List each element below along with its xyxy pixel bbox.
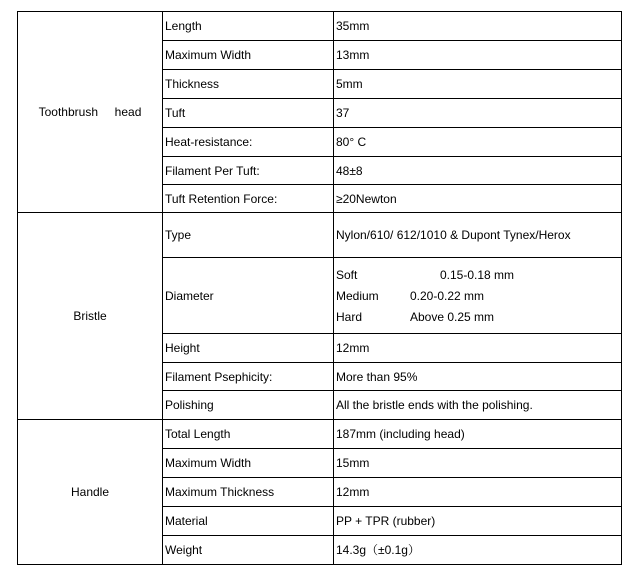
diameter-grid bbox=[336, 264, 619, 328]
prop-value: 35mm bbox=[334, 12, 622, 41]
prop-label: Filament Psephicity: bbox=[163, 363, 334, 391]
prop-value: 5mm bbox=[334, 70, 622, 99]
prop-value: 12mm bbox=[334, 334, 622, 363]
group-handle: Handle bbox=[18, 420, 163, 565]
group-toothbrush-head: Toothbrush head bbox=[18, 12, 163, 213]
diameter-range: 0.15-0.18 mm bbox=[440, 267, 515, 282]
prop-label: Diameter bbox=[163, 258, 334, 334]
prop-value: 48±8 bbox=[334, 157, 622, 185]
prop-label: Weight bbox=[163, 536, 334, 565]
prop-value: ≥20Newton bbox=[334, 185, 622, 213]
diameter-values bbox=[334, 258, 622, 334]
prop-value: More than 95% bbox=[334, 363, 622, 391]
table-row bbox=[18, 213, 622, 258]
diameter-grade: Medium bbox=[336, 288, 379, 303]
prop-label: Maximum Thickness bbox=[163, 478, 334, 507]
prop-label: Filament Per Tuft: bbox=[163, 157, 334, 185]
prop-value: 187mm (including head) bbox=[334, 420, 622, 449]
prop-label: Maximum Width bbox=[163, 449, 334, 478]
prop-label: Polishing bbox=[163, 391, 334, 420]
prop-label: Tuft Retention Force: bbox=[163, 185, 334, 213]
prop-label: Height bbox=[163, 334, 334, 363]
prop-label: Heat-resistance: bbox=[163, 128, 334, 157]
prop-label: Thickness bbox=[163, 70, 334, 99]
prop-label: Tuft bbox=[163, 99, 334, 128]
prop-value: Nylon/610/ 612/1010 & Dupont Tynex/Herox bbox=[334, 213, 622, 258]
diameter-grade: Hard bbox=[336, 309, 363, 324]
table-row bbox=[18, 12, 622, 41]
table-row bbox=[18, 420, 622, 449]
prop-label: Length bbox=[163, 12, 334, 41]
prop-label: Material bbox=[163, 507, 334, 536]
spec-table bbox=[17, 11, 622, 565]
prop-value: 14.3g（±0.1g） bbox=[334, 536, 622, 565]
prop-label: Maximum Width bbox=[163, 41, 334, 70]
prop-label: Total Length bbox=[163, 420, 334, 449]
prop-value: 15mm bbox=[334, 449, 622, 478]
prop-value: PP + TPR (rubber) bbox=[334, 507, 622, 536]
group-bristle: Bristle bbox=[18, 213, 163, 420]
prop-value: 12mm bbox=[334, 478, 622, 507]
diameter-range: 0.20-0.22 mm bbox=[410, 288, 485, 303]
prop-value: 80° C bbox=[334, 128, 622, 157]
prop-value: 13mm bbox=[334, 41, 622, 70]
diameter-range: Above 0.25 mm bbox=[410, 309, 495, 324]
prop-label: Type bbox=[163, 213, 334, 258]
prop-value: All the bristle ends with the polishing. bbox=[334, 391, 622, 420]
diameter-grade: Soft bbox=[336, 267, 358, 282]
prop-value: 37 bbox=[334, 99, 622, 128]
